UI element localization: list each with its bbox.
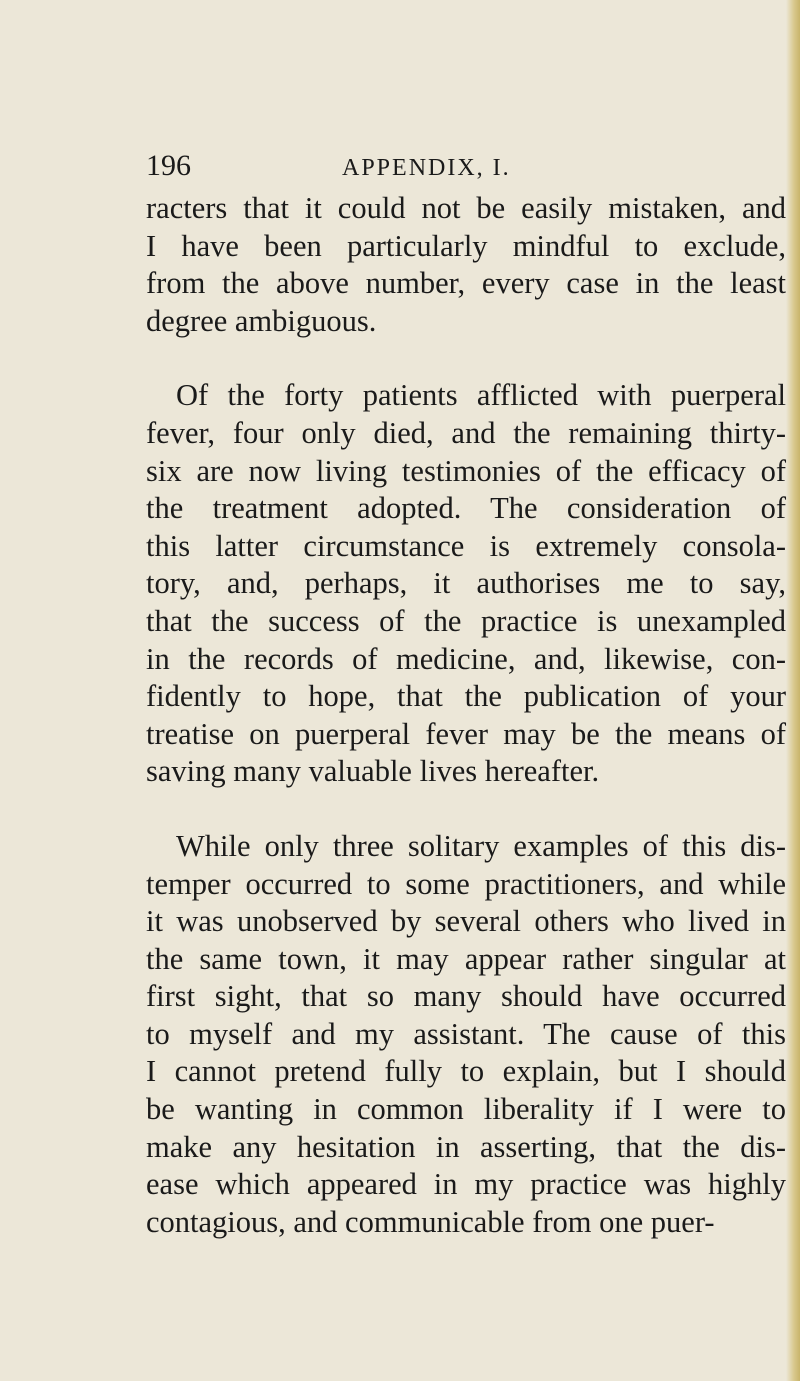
text-line: this latter circumstance is extremely consola- — [146, 528, 786, 563]
text-line: be wanting in common liberality if I were to — [146, 1092, 786, 1127]
text-line: first sight, that so many should have occurred — [146, 979, 786, 1014]
text-line: ease which appeared in my practice was highly — [146, 1167, 786, 1202]
text-line: the same town, it may appear rather singular at — [146, 941, 786, 976]
body-text — [146, 190, 800, 1278]
text-line: fever, four only died, and the remaining thirty- — [146, 415, 786, 450]
text-line: the treatment adopted. The consideration of — [146, 491, 786, 526]
paragraph-2 — [146, 377, 800, 791]
text-line: saving many valuable lives hereafter. — [146, 754, 600, 789]
text-line: racters that it could not be easily mistaken, and — [146, 191, 786, 225]
text-line: tory, and, perhaps, it authorises me to say, — [146, 566, 786, 601]
text-line: While only three solitary examples of this dis- — [176, 828, 786, 863]
running-head — [146, 146, 786, 186]
text-line: treatise on puerperal fever may be the means of — [146, 716, 786, 751]
text-line: to myself and my assistant. The cause of this — [146, 1016, 786, 1051]
running-title: APPENDIX, I. — [342, 155, 511, 181]
page-number: 196 — [146, 149, 191, 182]
text-line: from the above number, every case in the least — [146, 266, 786, 301]
text-line: fidently to hope, that the publication of your — [146, 679, 786, 714]
text-line: six are now living testimonies of the efficacy of — [146, 453, 786, 488]
text-line: in the records of medicine, and, likewise, con- — [146, 641, 786, 676]
text-line: it was unobserved by several others who lived in — [146, 904, 786, 939]
text-line: make any hesitation in asserting, that the dis- — [146, 1129, 786, 1164]
text-line: Of the forty patients afflicted with puerperal — [176, 378, 786, 413]
paragraph-3 — [146, 828, 800, 1242]
text-line: temper occurred to some practitioners, and while — [146, 866, 786, 901]
paragraph-1 — [146, 190, 800, 340]
text-line: I cannot pretend fully to explain, but I should — [146, 1054, 786, 1089]
text-line: I have been particularly mindful to exclude, — [146, 228, 786, 263]
text-line: degree ambiguous. — [146, 303, 377, 338]
text-line: that the success of the practice is unexampled — [146, 603, 786, 638]
text-line: contagious, and communicable from one puer- — [146, 1204, 715, 1239]
